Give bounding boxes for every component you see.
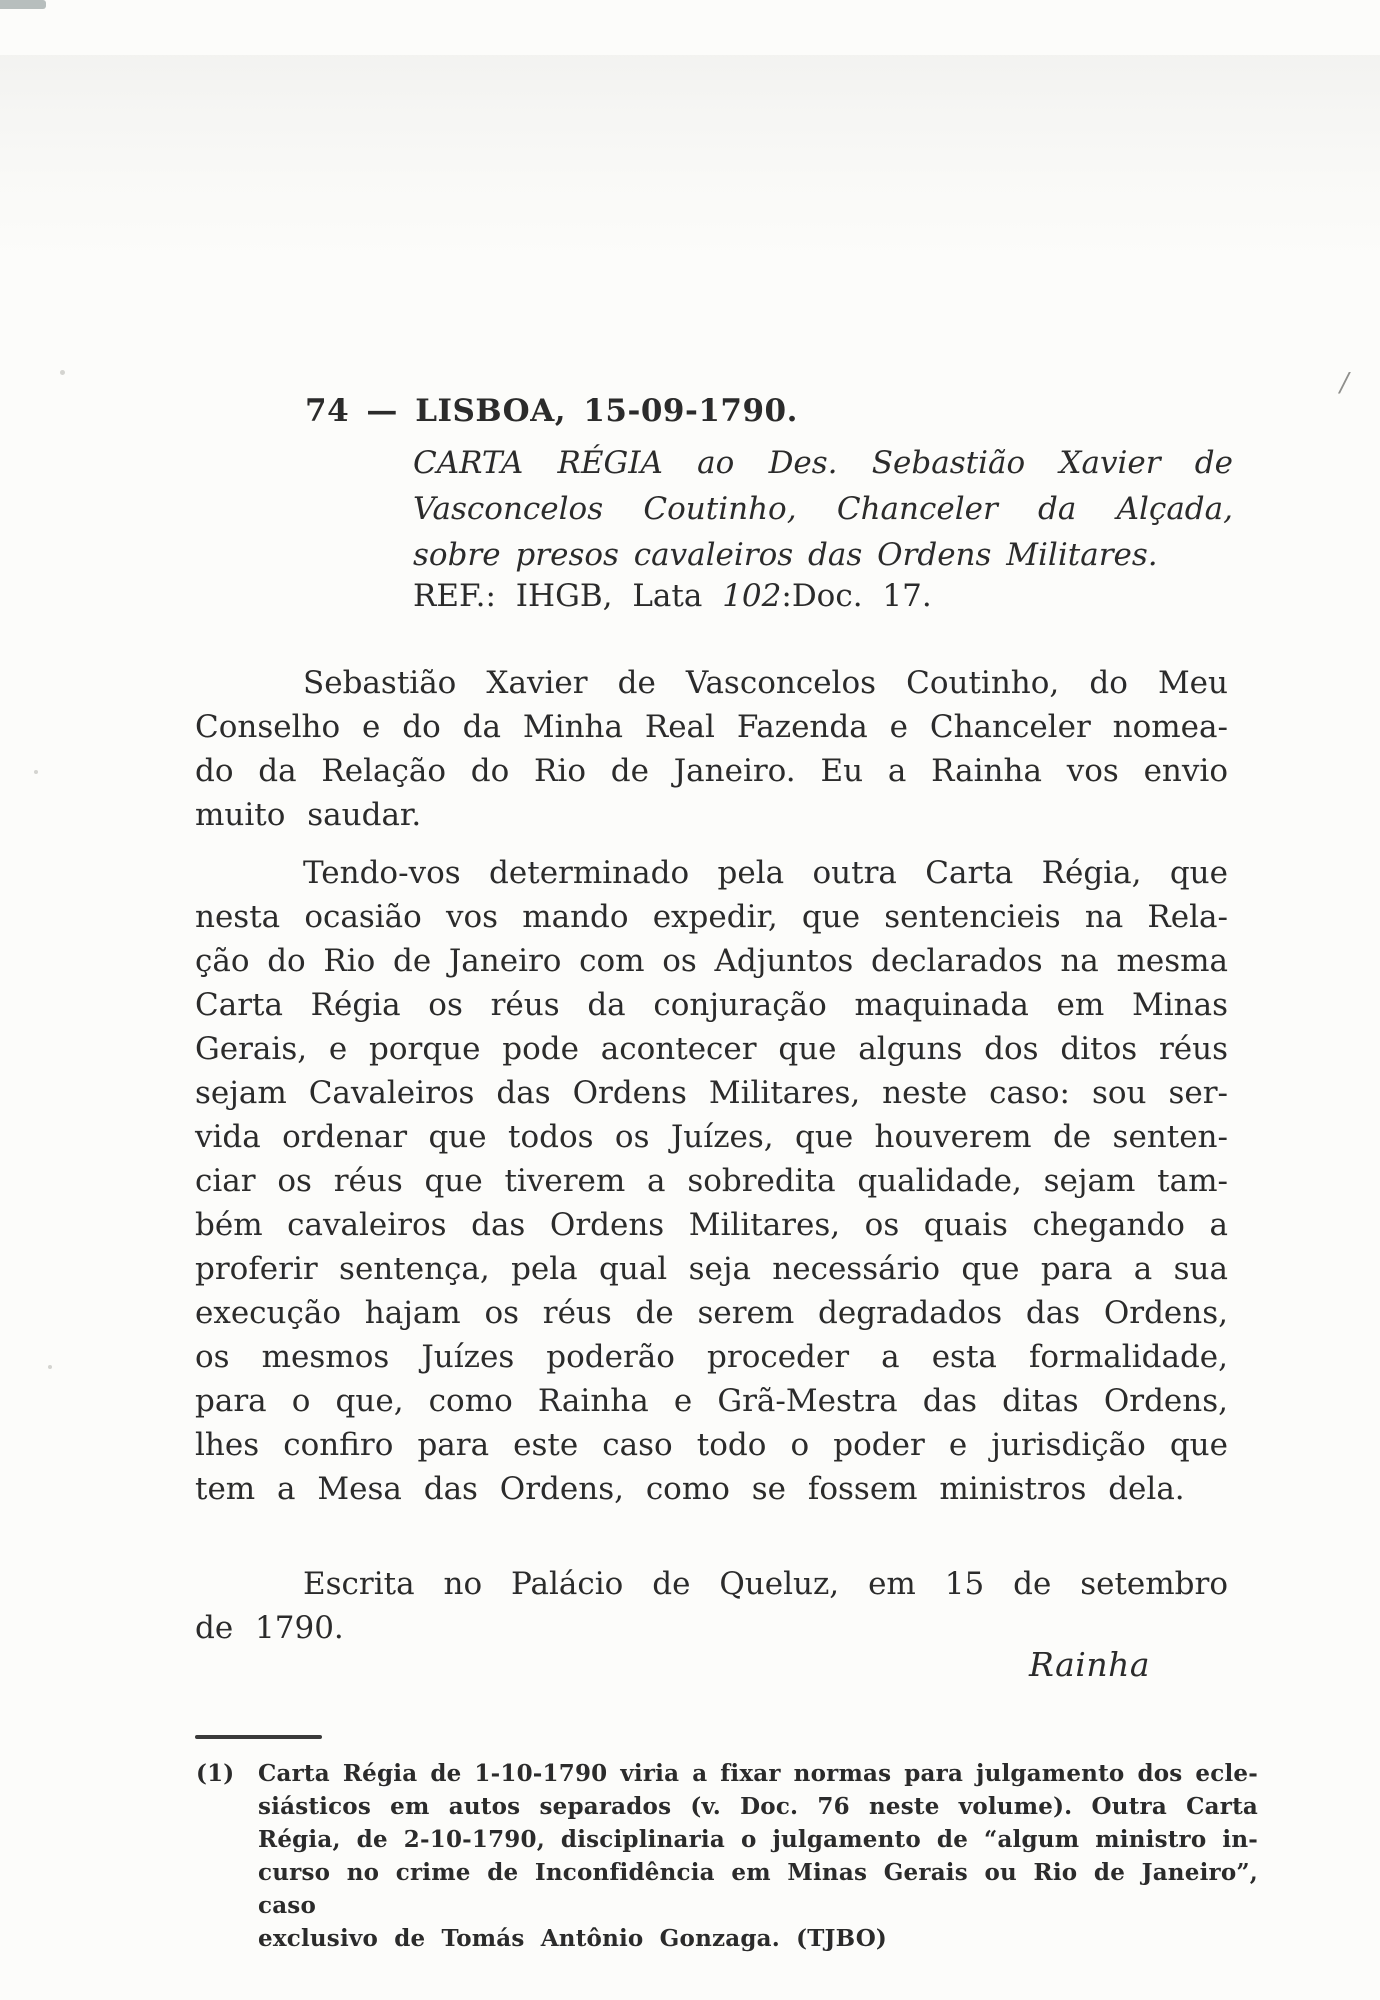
reference-suffix: :Doc. 17. bbox=[781, 578, 932, 614]
body-line: Sebastião Xavier de Vasconcelos Coutinho, do Meu bbox=[303, 665, 1228, 701]
footnote-block bbox=[196, 1757, 1258, 1955]
document-title-block bbox=[413, 440, 1233, 578]
title-line: Vasconcelos Coutinho, Chanceler da Alçada, bbox=[413, 491, 1233, 527]
footnote-line: siásticos em autos separados (v. Doc. 76 neste volume). Outra Carta bbox=[258, 1793, 1258, 1820]
paragraph-closing bbox=[195, 1562, 1228, 1650]
footnote-line: curso no crime de Inconfidência em Minas Gerais ou Rio de Janeiro”, caso bbox=[258, 1859, 1258, 1919]
scan-shading-artifact bbox=[0, 55, 1380, 265]
body-line: ção do Rio de Janeiro com os Adjuntos declarados na mesma bbox=[195, 943, 1228, 979]
body-line: nesta ocasião vos mando expedir, que sentencieis na Rela- bbox=[195, 899, 1228, 935]
reference-prefix: REF.: IHGB, Lata bbox=[413, 578, 723, 614]
title-line: CARTA RÉGIA ao Des. Sebastião Xavier de bbox=[413, 445, 1233, 481]
body-line: de 1790. bbox=[195, 1610, 344, 1646]
footnote-line: Carta Régia de 1-10-1790 viria a fixar normas para julgamento dos ecle- bbox=[258, 1760, 1258, 1787]
body-line: Escrita no Palácio de Queluz, em 15 de setembro bbox=[303, 1566, 1228, 1602]
footnote-line: Régia, de 2-10-1790, disciplinaria o julgamento de “algum ministro in- bbox=[258, 1826, 1258, 1853]
signature-rainha: Rainha bbox=[1028, 1645, 1150, 1684]
footnote-separator-rule bbox=[195, 1735, 322, 1739]
body-line: Carta Régia os réus da conjuração maquinada em Minas bbox=[195, 987, 1228, 1023]
scan-speck bbox=[60, 370, 65, 375]
scan-speck bbox=[48, 1365, 52, 1369]
body-line: ciar os réus que tiverem a sobredita qualidade, sejam tam- bbox=[195, 1163, 1228, 1199]
footnote-marker: (1) bbox=[196, 1760, 235, 1787]
body-line: Gerais, e porque pode acontecer que alguns dos ditos réus bbox=[195, 1031, 1228, 1067]
paragraph-salutation bbox=[195, 661, 1228, 837]
scan-corner-smudge bbox=[0, 0, 46, 9]
body-line: os mesmos Juízes poderão proceder a esta formalidade, bbox=[195, 1339, 1228, 1375]
reference-lata-number: 102 bbox=[722, 578, 782, 614]
title-line: sobre presos cavaleiros das Ordens Militares. bbox=[413, 537, 1158, 573]
scan-speck bbox=[34, 770, 38, 774]
body-line: tem a Mesa das Ordens, como se fossem ministros dela. bbox=[195, 1471, 1185, 1507]
body-line: muito saudar. bbox=[195, 797, 422, 833]
body-line: bém cavaleiros das Ordens Militares, os quais chegando a bbox=[195, 1207, 1228, 1243]
body-line: execução hajam os réus de serem degradados das Ordens, bbox=[195, 1295, 1228, 1331]
body-line: para o que, como Rainha e Grã-Mestra das ditas Ordens, bbox=[195, 1383, 1228, 1419]
body-line: Conselho e do da Minha Real Fazenda e Chanceler nomea- bbox=[195, 709, 1228, 745]
body-line: do da Relação do Rio de Janeiro. Eu a Rainha vos envio bbox=[195, 753, 1228, 789]
body-line: lhes confiro para este caso todo o poder e jurisdição que bbox=[195, 1427, 1228, 1463]
reference-line bbox=[413, 578, 932, 614]
paragraph-main-text bbox=[195, 851, 1228, 1511]
body-line: sejam Cavaleiros das Ordens Militares, neste caso: sou ser- bbox=[195, 1075, 1228, 1111]
scan-slash-mark: / bbox=[1340, 368, 1349, 398]
body-line: Tendo-vos determinado pela outra Carta Régia, que bbox=[303, 855, 1228, 891]
body-line: proferir sentença, pela qual seja necessário que para a sua bbox=[195, 1251, 1228, 1287]
body-line: vida ordenar que todos os Juízes, que houverem de senten- bbox=[195, 1119, 1228, 1155]
footnote-line: exclusivo de Tomás Antônio Gonzaga. (TJBO) bbox=[258, 1925, 888, 1952]
document-number-heading: 74 — LISBOA, 15-09-1790. bbox=[305, 393, 798, 429]
